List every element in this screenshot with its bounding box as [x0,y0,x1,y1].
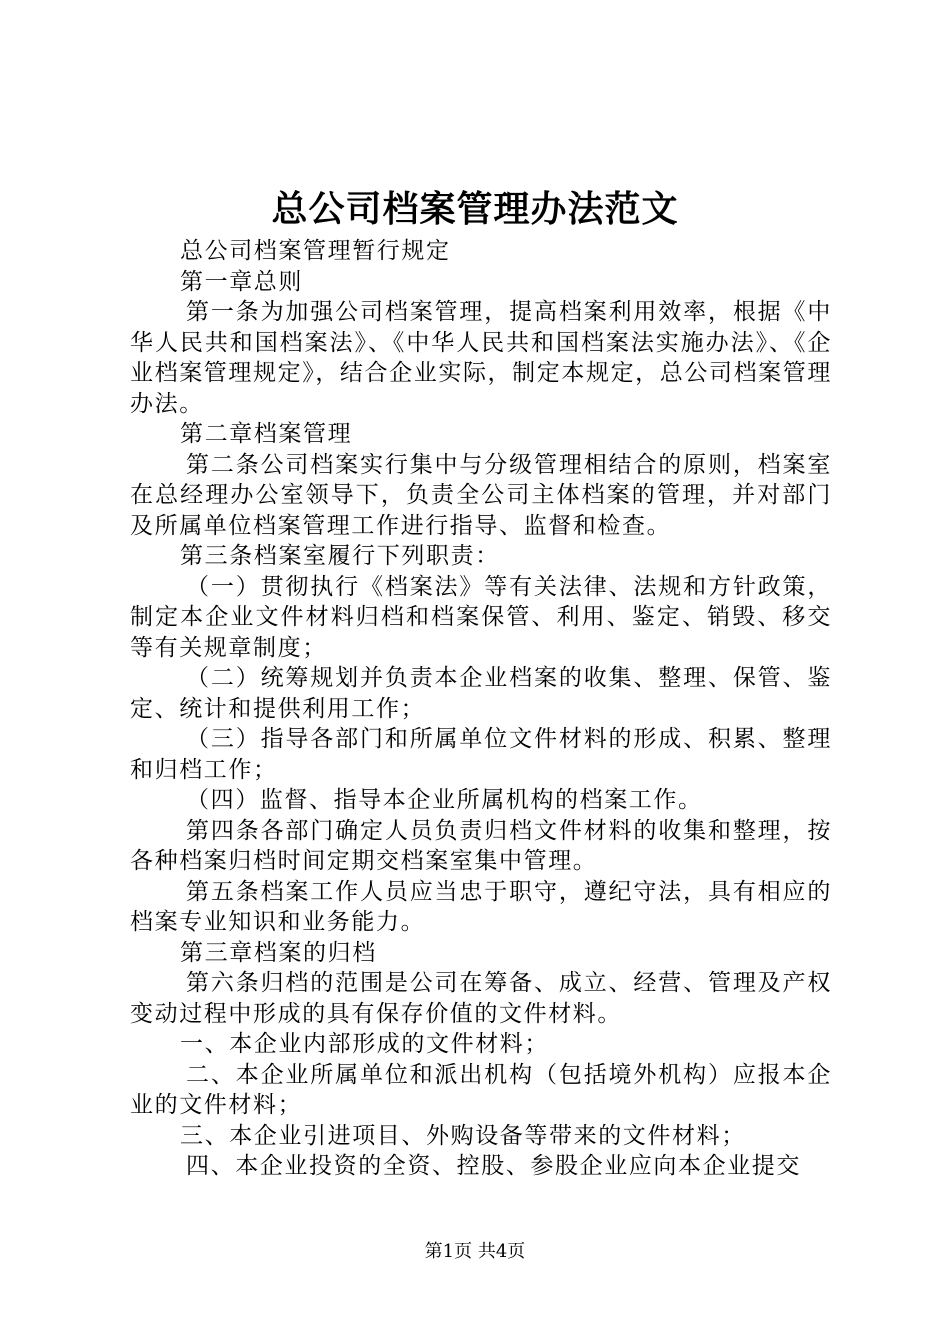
list-item: （二）统筹规划并负责本企业档案的收集、整理、保管、鉴定、统计和提供利用工作； [130,665,832,722]
paragraph-subtitle: 总公司档案管理暂行规定 [180,238,451,264]
article-paragraph: 第一条为加强公司档案管理，提高档案利用效率，根据《中华人民共和国档案法》、《中华人民共和国档案法实施办法》、《企业档案管理规定》，结合企业实际，制定本规定，总公司档案管理办法。 [130,299,832,417]
article-paragraph: 第六条归档的范围是公司在筹备、成立、经营、管理及产权变动过程中形成的具有保存价值的文件材料。 [130,970,832,1027]
chapter-heading: 第二章档案管理 [180,421,353,447]
list-item: 四、本企业投资的全资、控股、参股企业应向本企业提交 [186,1153,801,1179]
list-item: （三）指导各部门和所属单位文件材料的形成、积累、整理和归档工作； [130,726,832,783]
article-paragraph: 第四条各部门确定人员负责归档文件材料的收集和整理，按各种档案归档时间定期交档案室集中管理。 [130,817,832,874]
document-title: 总公司档案管理办法范文 [271,188,679,230]
chapter-heading: 第三章档案的归档 [180,939,377,966]
list-item: 二、本企业所属单位和派出机构（包括境外机构）应报本企业的文件材料； [130,1061,832,1118]
document-body [130,236,832,1182]
article-paragraph: 第三条档案室履行下列职责： [180,543,500,569]
article-paragraph: 第五条档案工作人员应当忠于职守，遵纪守法，具有相应的档案专业知识和业务能力。 [130,878,832,935]
article-paragraph: 第二条公司档案实行集中与分级管理相结合的原则，档案室在总经理办公室领导下，负责全公司主体档案的管理，并对部门及所属单位档案管理工作进行指导、监督和检查。 [130,451,832,539]
list-item: （四）监督、指导本企业所属机构的档案工作。 [186,787,703,813]
page-footer: 第1页 共4页 [424,1241,526,1262]
list-item: 一、本企业内部形成的文件材料； [180,1031,549,1057]
list-item: （一）贯彻执行《档案法》等有关法律、法规和方针政策，制定本企业文件材料归档和档案保管、利用、鉴定、销毁、移交等有关规章制度； [130,573,832,661]
chapter-heading: 第一章总则 [180,268,303,295]
list-item: 三、本企业引进项目、外购设备等带来的文件材料； [180,1122,746,1149]
